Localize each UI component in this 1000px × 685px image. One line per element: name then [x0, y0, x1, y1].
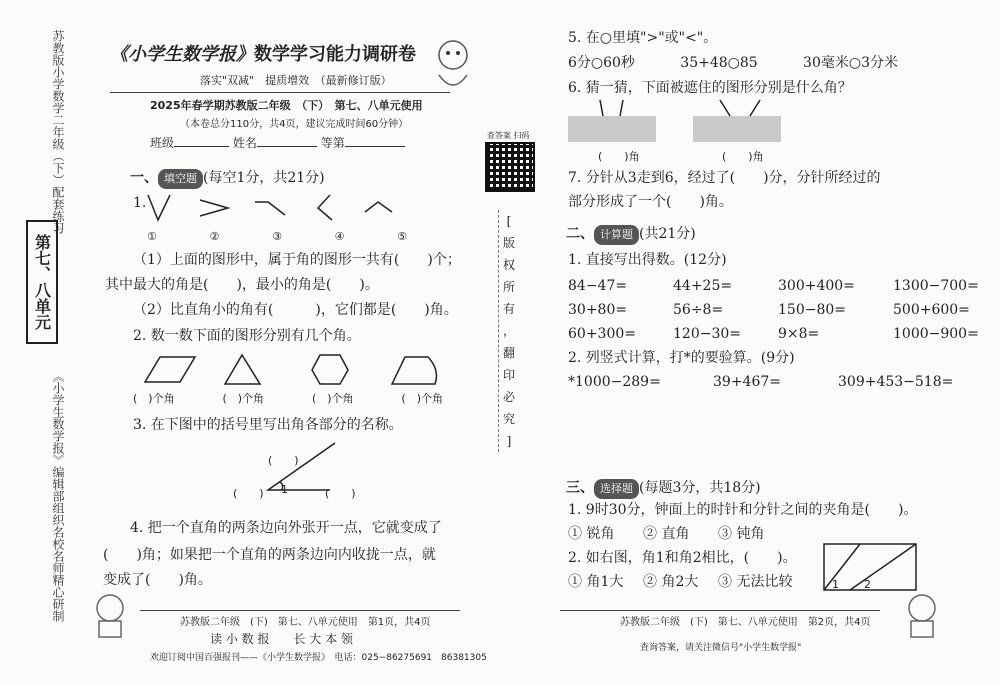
figure-label: ④: [334, 230, 345, 243]
header: [110, 40, 430, 88]
copyright-char: 必: [502, 390, 515, 404]
q6-blank-1[interactable]: ( )角: [598, 150, 640, 163]
q3-blank-side2[interactable]: ( ): [325, 487, 356, 500]
field-name-label: 姓名: [232, 136, 257, 150]
copyright-char: ，: [502, 324, 515, 338]
calc-row-1: [568, 276, 983, 296]
choice-option[interactable]: ① 锐角: [568, 526, 615, 542]
copyright-char: ]: [506, 434, 512, 448]
q1-number: 1.: [133, 195, 147, 211]
choice-q1-options: [568, 524, 764, 544]
brand-name: 《小学生数学报》: [110, 44, 254, 65]
header-rule: [110, 92, 450, 93]
calc-item[interactable]: 30+80=: [568, 302, 628, 318]
qr-label: 查答案 扫码: [487, 131, 530, 140]
copyright-char: 印: [502, 368, 515, 382]
q2-answers: [133, 390, 443, 406]
section2-heading: [566, 224, 696, 245]
section1-scoring: (每空1分，共21分): [203, 170, 325, 186]
q7-line1: 7. 分针从3走到6，经过了( )分，分针所经过的: [568, 170, 881, 186]
copyright-char: 所: [502, 280, 515, 294]
calc-item[interactable]: 120−30=: [673, 326, 741, 342]
section3-badge: 选择题: [594, 479, 639, 499]
section3-heading: [566, 478, 761, 499]
right-footer-contact: 查询答案，请关注微信号"小学生数学报": [640, 643, 802, 653]
q6-blank-2[interactable]: ( )角: [722, 150, 764, 163]
calc-item[interactable]: 60+300=: [568, 326, 636, 342]
q2-text: 2. 数一数下面的图形分别有几个角。: [133, 328, 361, 344]
left-footer-contact: 欢迎订阅中国百强报刊——《小学生数学报》 电话：025−86275691 86381305: [150, 653, 487, 663]
cover-rect-1: [568, 116, 656, 142]
section1-badge: 填空题: [158, 169, 203, 189]
triangle-shape: [225, 355, 260, 384]
q2-blank[interactable]: ( )个角: [311, 392, 354, 405]
section2-scoring: (共21分): [639, 226, 696, 242]
section3-scoring: (每题3分，共18分): [639, 480, 761, 496]
q1-part2: （2）比直角小的角有( )，它们都是( )角。: [133, 302, 458, 318]
unit-badge: 第七、八单元: [26, 220, 58, 344]
choice-q2: 2. 如右图，角1和角2相比，( )。: [568, 550, 797, 566]
q7-line2: 部分形成了一个( )角。: [568, 194, 733, 210]
q2-shapes: [130, 352, 460, 387]
choice-option[interactable]: ③ 钝角: [718, 526, 765, 542]
choice-option[interactable]: ② 角2大: [643, 574, 699, 590]
q3-text: 3. 在下图中的括号里写出角各部分的名称。: [133, 417, 403, 433]
q5-item[interactable]: 35+48○85: [680, 55, 758, 71]
left-footer-motto: 读 小 数 报 长 大 本 领: [210, 632, 353, 646]
field-class-label: 班级: [150, 136, 175, 150]
field-grade[interactable]: [345, 146, 405, 147]
q4-line2: ( )角；如果把一个直角的两条边向内收拢一点，就: [103, 547, 436, 563]
parallelogram-shape: [145, 357, 195, 382]
cover-rect-2: [693, 116, 781, 142]
choice-q2-options: [568, 572, 792, 592]
exam-title: [110, 40, 430, 66]
figure-label: ⑤: [397, 230, 407, 243]
choice-q1: 1. 9时30分，钟面上的时针和分针之间的夹角是( )。: [568, 502, 918, 518]
field-grade-label: 等第: [320, 136, 345, 150]
calc-item[interactable]: 1300−700=: [893, 278, 979, 294]
figure-3: [255, 202, 285, 215]
right-footer-rule: [560, 610, 880, 611]
calc-q2: 2. 列竖式计算，打*的要验算。(9分): [568, 350, 795, 366]
vertical-calc-item[interactable]: 309+453−518=: [838, 374, 954, 390]
copyright-char: [: [506, 214, 512, 228]
calc-q1: 1. 直接写出得数。(12分): [568, 252, 727, 268]
left-footer-rule: [140, 610, 460, 611]
edition-line: 2025年春学期苏教版二年级 （下） 第七、八单元使用: [150, 99, 423, 112]
section2-badge: 计算题: [594, 225, 639, 245]
q2-blank[interactable]: ( )个角: [222, 392, 265, 405]
figure-4: [318, 195, 332, 220]
left-footer-edition-text: 苏教版二年级 (下) 第七、八单元使用: [180, 617, 358, 628]
publisher-label: 《小学生数学报》编辑部组织名校名师精心研制: [51, 370, 65, 622]
q6-text: 6. 猜一猜，下面被遮住的图形分别是什么角？: [568, 80, 852, 96]
choice-option[interactable]: ① 角1大: [568, 574, 624, 590]
figure-1: [148, 195, 170, 220]
calc-item[interactable]: 9×8=: [778, 326, 820, 342]
calc-item[interactable]: 44+25=: [673, 278, 733, 294]
vertical-calc-item[interactable]: 39+467=: [713, 374, 781, 390]
mascot-left-icon: [85, 590, 135, 640]
section3-number: 三、: [566, 480, 594, 496]
mascot-right-icon: [895, 590, 950, 640]
q1-part1-line1: （1）上面的图形中，属于角的图形一共有( )个；: [133, 252, 461, 268]
q3-blank-vertex[interactable]: ( ): [233, 487, 264, 500]
copyright-char: 有: [502, 302, 515, 316]
hexagon-shape: [312, 355, 348, 384]
qr-code-icon[interactable]: [485, 142, 535, 192]
left-footer-page: 第1页，共4页: [367, 617, 431, 628]
section1-number: 一、: [130, 170, 158, 186]
title-rest: 数学学习能力调研卷: [254, 44, 416, 65]
q4-line3: 变成了( )角。: [103, 572, 212, 588]
figure-label: ①: [147, 230, 157, 243]
left-footer-edition: [180, 613, 431, 628]
calc-item[interactable]: 56÷8=: [673, 302, 724, 318]
side-strip: [0, 0, 72, 685]
field-name[interactable]: [257, 146, 317, 147]
figure-2: [200, 200, 228, 216]
q3-angle-number: 1: [281, 483, 288, 496]
fig-angle-2: 2: [864, 578, 871, 591]
fig-angle-1: 1: [832, 578, 839, 591]
calc-row-3: [568, 324, 983, 344]
calc-item[interactable]: 150−80=: [778, 302, 846, 318]
right-footer-edition: [620, 613, 871, 628]
copyright-char: 究: [502, 412, 515, 426]
exam-note: （本卷总分110分，共4页，建议完成时间60分钟）: [180, 119, 409, 130]
calc-row-2: [568, 300, 983, 320]
figure-label: ②: [209, 230, 220, 243]
figure-label: ③: [272, 230, 282, 243]
vertical-calc-item[interactable]: *1000−289=: [568, 374, 661, 390]
copyright-char: 翻: [502, 346, 515, 360]
copyright-char: 权: [502, 258, 515, 272]
curved-shape: [392, 357, 436, 384]
right-footer-page: 第2页，共4页: [807, 617, 871, 628]
q6-figures: [565, 98, 795, 148]
calc-item[interactable]: 300+400=: [778, 278, 855, 294]
calc-q2-items: [568, 372, 953, 392]
q3-blank-side[interactable]: ( ): [268, 454, 299, 467]
section1-heading: [130, 168, 325, 189]
slogan: 落实"双减" 提质增效 （最新修订版）: [200, 74, 392, 87]
calc-item[interactable]: 500+600=: [893, 302, 970, 318]
q5-text: 5. 在○里填">"或"<"。: [568, 30, 718, 46]
mascot-icon: [425, 35, 480, 95]
q5-items: [568, 53, 898, 73]
choice-option[interactable]: ③ 无法比较: [718, 574, 793, 590]
q5-item[interactable]: 6分○60秒: [568, 55, 635, 71]
field-class[interactable]: [174, 146, 229, 147]
choice-option[interactable]: ② 直角: [643, 526, 690, 542]
copyright-column: [498, 210, 519, 452]
q2-blank[interactable]: ( )个角: [401, 392, 443, 405]
copyright-char: 版: [502, 236, 515, 250]
calc-item[interactable]: 84−47=: [568, 278, 628, 294]
series-label: 苏教版小学数学二年级（下）配套练习: [51, 30, 65, 234]
q2-blank[interactable]: ( )个角: [133, 392, 175, 405]
figure-labels: [147, 230, 407, 243]
q1-part1-line2: 其中最大的角是( )，最小的角是( )。: [105, 277, 379, 293]
right-footer-edition-text: 苏教版二年级 (下) 第七、八单元使用: [620, 617, 798, 628]
q5-item[interactable]: 30毫米○3分米: [803, 55, 898, 71]
student-fields: [150, 133, 405, 153]
figure-5: [365, 202, 392, 212]
calc-item[interactable]: 1000−900=: [893, 326, 979, 342]
q4-line1: 4. 把一个直角的两条边向外张开一点，它就变成了: [130, 520, 442, 536]
section2-number: 二、: [566, 226, 594, 242]
